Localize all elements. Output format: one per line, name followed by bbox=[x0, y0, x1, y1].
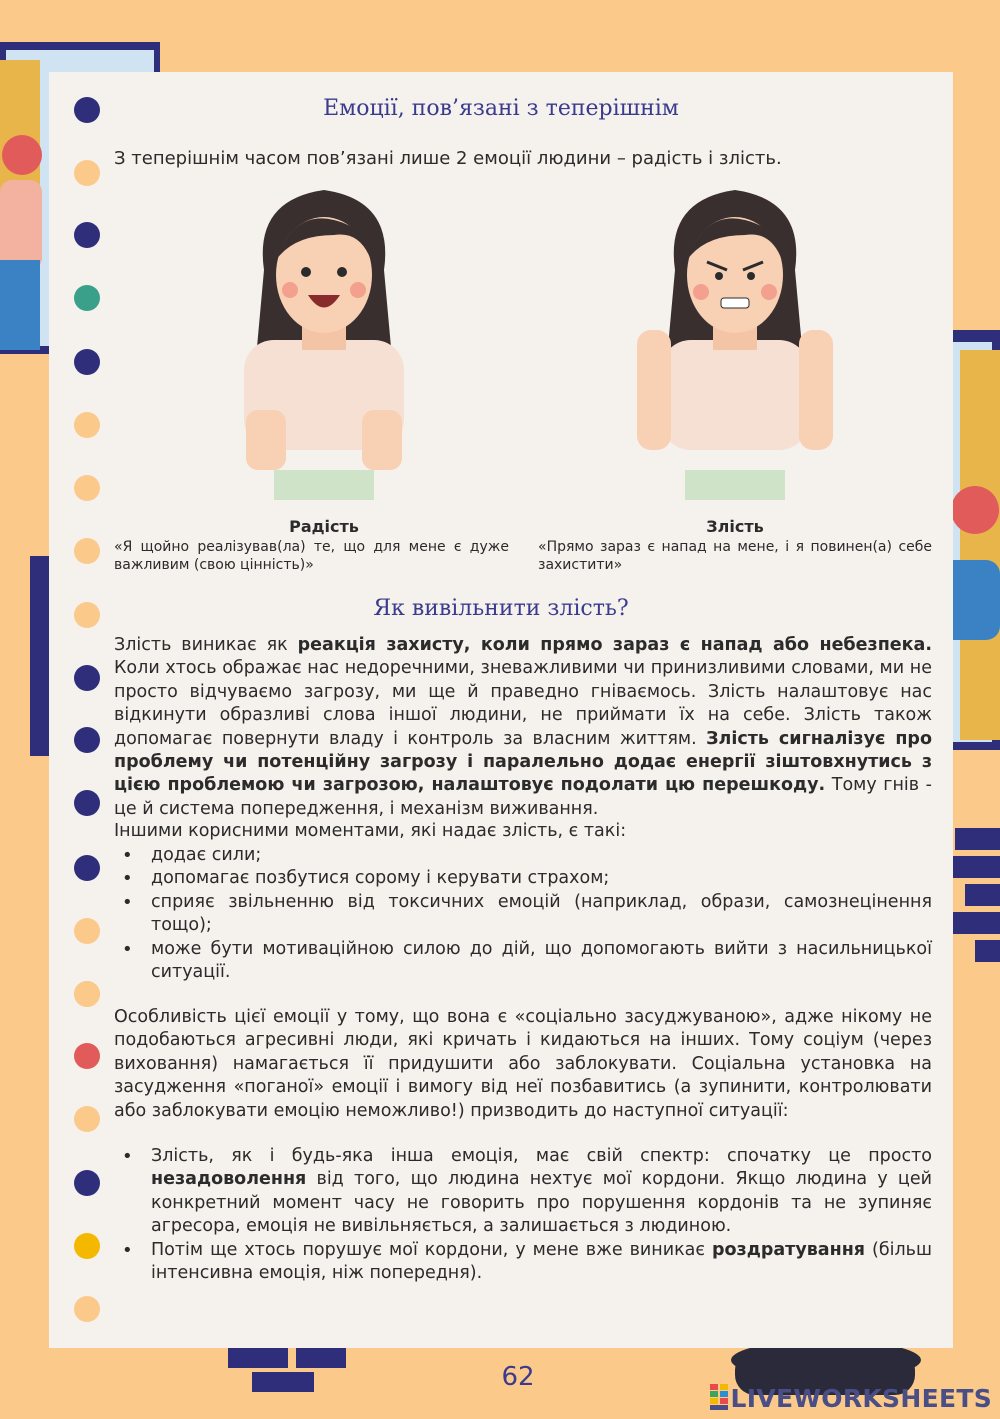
binder-dot bbox=[74, 222, 100, 248]
joy-label: Радість bbox=[289, 517, 359, 536]
benefits-list bbox=[114, 844, 932, 984]
binder-dot bbox=[74, 790, 100, 816]
text-run: Тому гнів - це й система попередження, і механізм виживання. bbox=[114, 775, 932, 819]
binder-dot bbox=[74, 981, 100, 1007]
binder-dot bbox=[74, 475, 100, 501]
text-run: від того, що людина нехтує мої кордони. Якщо людина у цей конкретний момент часу не говорить про порушення кордонів та не зупиняє агресора, емоція не вивільняється, а залишається з людиною. bbox=[151, 1169, 932, 1237]
anger-stage-item bbox=[114, 1239, 932, 1286]
binder-dot bbox=[74, 97, 100, 123]
liveworksheets-logo: LIVEWORKSHEETS bbox=[710, 1384, 992, 1413]
liveworksheets-icon bbox=[710, 1384, 728, 1410]
binder-dot bbox=[74, 665, 100, 691]
binder-dot bbox=[74, 855, 100, 881]
brick-decoration bbox=[252, 1372, 314, 1392]
text-run: (більш інтенсивна емоція, ніж попередня). bbox=[151, 1239, 932, 1284]
anger-quote: «Прямо зараз є напад на мене, і я повинен(а) себе захистити» bbox=[538, 539, 932, 573]
binder-dot bbox=[74, 1296, 100, 1322]
brick-decoration bbox=[965, 884, 1000, 906]
benefit-item: • сприяє звільненню від токсичних емоцій (наприклад, образи, самознецінення тощо); bbox=[114, 891, 932, 938]
bold-text-run: Злість сигналізує про проблему чи потенційну загрозу і паралельно додає енергії зіштовхнутись з цією проблемою чи загрозою, налаштовує подолати цю перешкоду. bbox=[114, 728, 932, 796]
brick-decoration bbox=[975, 940, 1000, 962]
benefit-item: • допомагає позбутися сорому і керувати страхом; bbox=[114, 867, 932, 890]
brick-decoration bbox=[955, 828, 1000, 850]
section-title-present-emotions: Емоції, пов’язані з теперішнім bbox=[323, 96, 679, 121]
text-run: Коли хтось ображає нас недоречними, зневажливими чи принизливими словами, ми не просто відчуваємо загрозу, ми ще й праведно гніваємось. Злість налаштовує нас відкинути образливі слова іншої людини, не приймати їх на себе. Злість також допомагає повернути владу і контроль за власним життям. bbox=[114, 658, 932, 749]
binder-dot bbox=[74, 727, 100, 753]
anger-illustration bbox=[635, 180, 835, 500]
worksheet-page bbox=[49, 72, 953, 1348]
brick-decoration bbox=[228, 1348, 288, 1368]
page-number: 62 bbox=[501, 1362, 535, 1392]
benefit-item: • додає сили; bbox=[114, 844, 932, 867]
intro-text: З теперішнім часом пов’язані лише 2 емоції людини – радість і злість. bbox=[114, 148, 782, 169]
benefits-intro: Іншими корисними моментами, які надає злість, є такі: bbox=[114, 821, 627, 841]
binder-dot bbox=[74, 538, 100, 564]
anger-explanation-paragraph bbox=[114, 634, 932, 821]
binder-dot bbox=[74, 412, 100, 438]
joy-illustration bbox=[224, 180, 424, 500]
anger-label: Злість bbox=[706, 517, 764, 536]
section-title-release-anger: Як вивільнити злість? bbox=[373, 596, 629, 621]
binder-dot bbox=[74, 602, 100, 628]
bold-text-run: незадоволення bbox=[151, 1169, 307, 1190]
social-condemnation-paragraph: Особливість цієї емоції у тому, що вона є «соціально засуджуваною», адже нікому не подобаються агресивні люди, які кричать і кидаються на інших. Тому соціум (через виховання) намагається її придушити або заблокувати. Соціальна установка на засудження «поганої» емоції і вимогу від неї позбавитись (а зупинити, контролювати або заблокувати емоцію неможливо!) призводить до наступної ситуації: bbox=[114, 1007, 932, 1121]
benefit-item: • може бути мотиваційною силою до дій, що допомогають вийти з насильницької ситуації. bbox=[114, 938, 932, 985]
anger-stage-item bbox=[114, 1145, 932, 1239]
text-run: Злість, як і будь-яка інша емоція, має свій спектр: спочатку це просто bbox=[151, 1146, 932, 1166]
joy-quote: «Я щойно реалізував(ла) те, що для мене є дуже важливим (свою цінність)» bbox=[114, 539, 509, 573]
bold-text-run: роздратування bbox=[711, 1239, 866, 1260]
binder-dot bbox=[74, 349, 100, 375]
binder-dot bbox=[74, 1170, 100, 1196]
brick-decoration bbox=[945, 912, 1000, 934]
brick-decoration bbox=[296, 1348, 346, 1368]
binder-dot bbox=[74, 285, 100, 311]
binder-dot bbox=[74, 160, 100, 186]
anger-stages-list bbox=[114, 1145, 932, 1285]
binder-dot bbox=[74, 1233, 100, 1259]
binder-dot bbox=[74, 1043, 100, 1069]
binder-dot bbox=[74, 1106, 100, 1132]
text-run: Злість виникає як bbox=[114, 635, 298, 655]
binder-dot bbox=[74, 918, 100, 944]
text-run: Потім ще хтось порушує мої кордони, у мене вже виникає bbox=[151, 1239, 712, 1260]
bold-text-run: реакція захисту, коли прямо зараз є напад або небезпека. bbox=[297, 635, 932, 655]
